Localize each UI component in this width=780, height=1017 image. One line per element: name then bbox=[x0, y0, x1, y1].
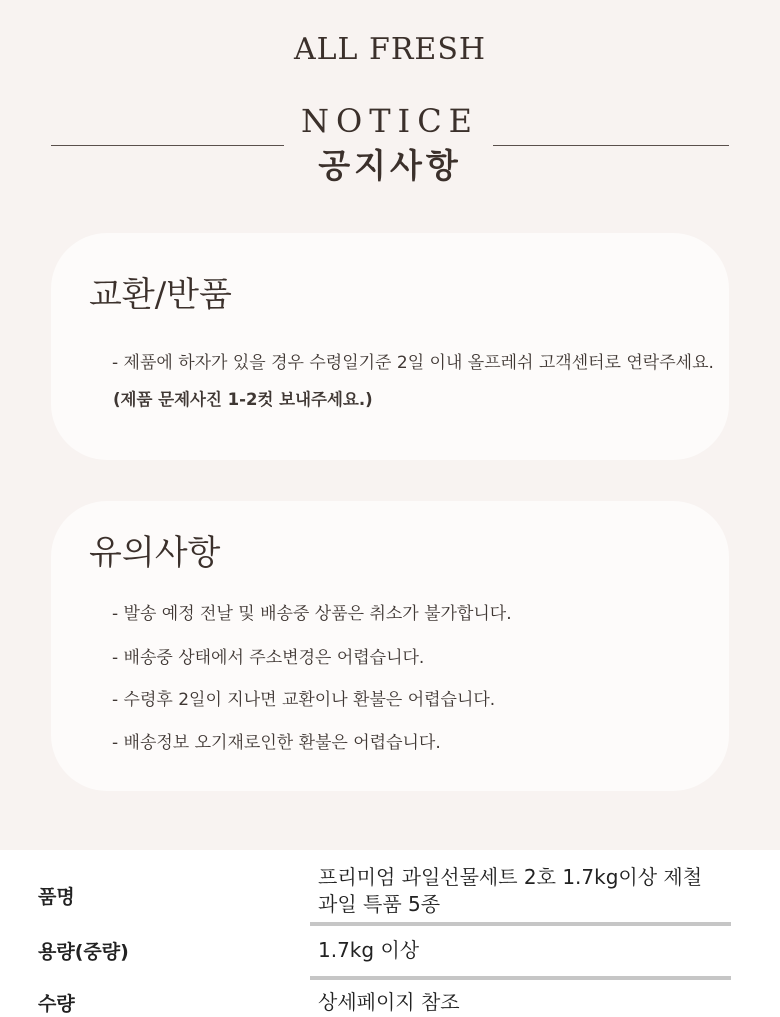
table-row-value: 상세페이지 참조 bbox=[318, 990, 460, 1014]
notice-title: NOTICE bbox=[300, 102, 480, 140]
caution-line: - 수령후 2일이 지나면 교환이나 환불은 어렵습니다. bbox=[112, 690, 496, 710]
caution-heading: 유의사항 bbox=[89, 533, 221, 573]
table-row-label: 수량 bbox=[38, 993, 75, 1015]
notice-subtitle: 공지사항 bbox=[318, 146, 462, 185]
exchange-note: (제품 문제사진 1-2컷 보내주세요.) bbox=[113, 390, 373, 409]
table-row-value: 프리미엄 과일선물세트 2호 1.7kg이상 제철과일 특품 5종 bbox=[318, 865, 703, 916]
exchange-heading: 교환/반품 bbox=[89, 275, 232, 315]
row-separator bbox=[310, 976, 731, 980]
product-info-table bbox=[0, 850, 780, 1015]
brand-logo: ALL FRESH bbox=[293, 32, 487, 67]
exchange-line: - 제품에 하자가 있을 경우 수령일기준 2일 이내 올프레쉬 고객센터로 연락주세요. bbox=[112, 353, 714, 373]
table-row-label: 품명 bbox=[38, 886, 75, 908]
caution-line: - 배송정보 오기재로인한 환불은 어렵습니다. bbox=[112, 733, 441, 753]
table-row-value: 1.7kg 이상 bbox=[318, 938, 420, 962]
caution-line: - 배송중 상태에서 주소변경은 어렵습니다. bbox=[112, 648, 425, 668]
caution-card bbox=[51, 501, 729, 791]
caution-line: - 발송 예정 전날 및 배송중 상품은 취소가 불가합니다. bbox=[112, 604, 512, 624]
table-row-label: 용량(중량) bbox=[38, 941, 129, 963]
row-separator bbox=[310, 922, 731, 926]
exchange-card bbox=[51, 233, 729, 460]
